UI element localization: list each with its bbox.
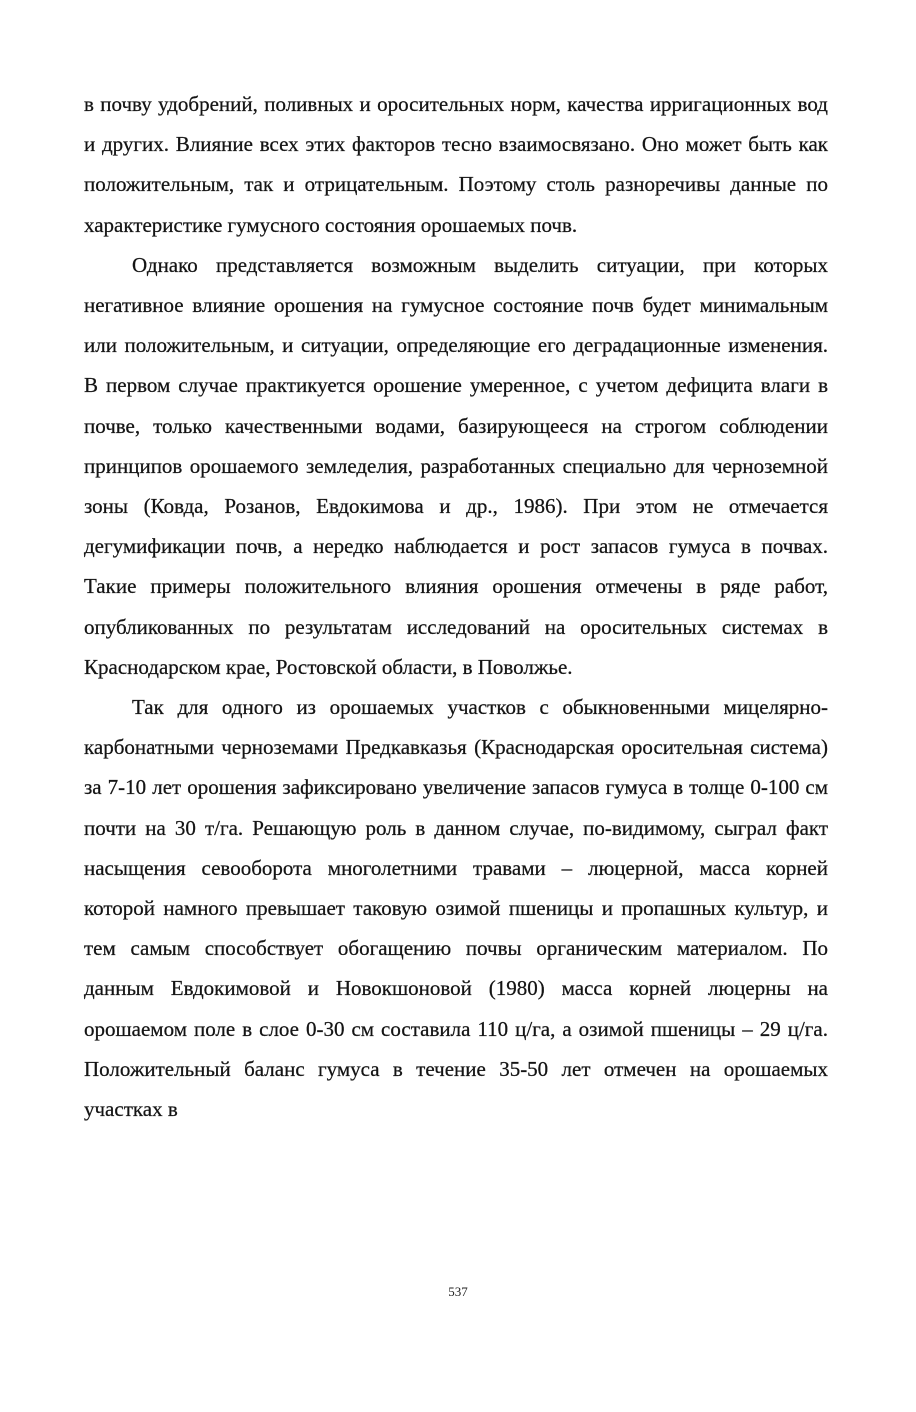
paragraph-continued: в почву удобрений, поливных и оросительных норм, качества ирригационных вод и других. Влияние всех этих факторов тесно взаимосвязано. Оно может быть как положительным, так и отрицательным. Поэтому столь разноречивы данные по характеристике гумусного состояния орошаемых почв. xyxy=(84,92,828,237)
paragraph: Однако представляется возможным выделить ситуации, при которых негативное влияние орошения на гумусное состояние почв будет минимальным или положительным, и ситуации, определяющие его деградационные изменения. В первом случае практикуется орошение умеренное, с учетом дефицита влаги в почве, только качественными водами, базирующееся на строгом соблюдении принципов орошаемого земледелия, разработанных специально для черноземной зоны (Ковда, Розанов, Евдокимова и др., 1986). При этом не отмечается дегумификации почв, а нередко наблюдается и рост запасов гумуса в почвах. Такие примеры положительного влияния орошения отмечены в ряде работ, опубликованных по результатам исследований на оросительных системах в Краснодарском крае, Ростовской области, в Поволжье. xyxy=(84,252,828,679)
page-number: 537 xyxy=(448,1284,468,1299)
paragraph: Так для одного из орошаемых участков с обыкновенными мицелярно-карбонатными черноземами Предкавказья (Краснодарская оросительная система) за 7-10 лет орошения зафиксировано увеличение запасов гумуса в толще 0-100 см почти на 30 т/га. Решающую роль в данном случае, по-видимому, сыграл факт насыщения севооборота многолетними травами – люцерной, масса корней которой намного превышает таковую озимой пшеницы и пропашных культур, и тем самым способствует обогащению почвы органическим материалом. По данным Евдокимовой и Новокшоновой (1980) масса корней люцерны на орошаемом поле в слое 0-30 см составила 110 ц/га, а озимой пшеницы – 29 ц/га. Положительный баланс гумуса в течение 35-50 лет отмечен на орошаемых участках в xyxy=(84,695,828,1122)
body-text xyxy=(84,84,828,1129)
